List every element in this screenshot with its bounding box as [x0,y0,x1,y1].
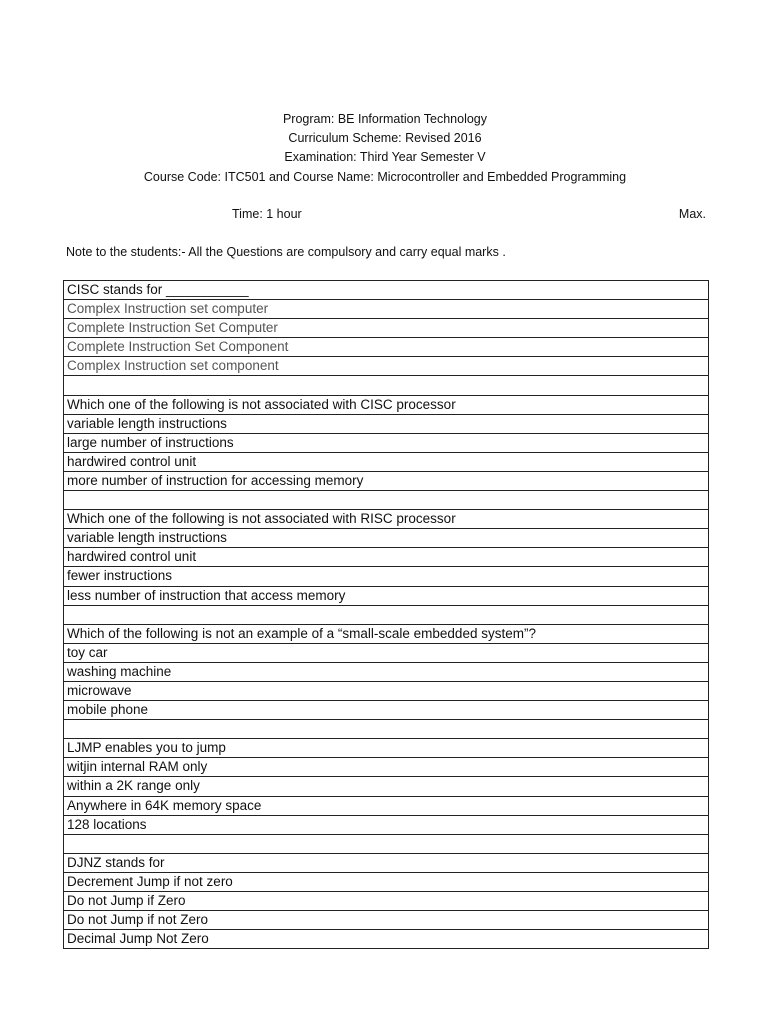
option-text: mobile phone [64,701,709,720]
option-row [64,319,709,338]
option-row [64,471,709,490]
option-row [64,357,709,376]
option-row [64,433,709,452]
option-text: toy car [64,643,709,662]
option-text: Decrement Jump if not zero [64,872,709,891]
option-text: Anywhere in 64K memory space [64,796,709,815]
option-row [64,681,709,700]
option-row [64,529,709,548]
option-text: witjin internal RAM only [64,758,709,777]
course-line: Course Code: ITC501 and Course Name: Microcontroller and Embedded Programming [143,170,627,184]
option-row [64,643,709,662]
spacer-row [64,376,709,395]
spacer-row [64,834,709,853]
question-row [64,510,709,529]
spacer-row [64,605,709,624]
option-text: variable length instructions [64,414,709,433]
option-row [64,662,709,681]
option-text: Decimal Jump Not Zero [64,930,709,949]
spacer-row [64,491,709,510]
option-text: Complex Instruction set component [64,357,709,376]
question-row [64,853,709,872]
option-text: Complete Instruction Set Component [64,338,709,357]
option-row [64,300,709,319]
question-row [64,624,709,643]
option-text: 128 locations [64,815,709,834]
option-row [64,414,709,433]
option-row [64,452,709,471]
question-text: Which one of the following is not associated with CISC processor [64,395,709,414]
option-row [64,872,709,891]
option-text: variable length instructions [64,529,709,548]
option-text: Complete Instruction Set Computer [64,319,709,338]
option-text: hardwired control unit [64,548,709,567]
option-row [64,777,709,796]
max-marks-line: Max. [678,207,706,221]
option-text: more number of instruction for accessing memory [64,471,709,490]
question-text: Which one of the following is not associated with RISC processor [64,510,709,529]
empty-cell [64,605,709,624]
option-row [64,758,709,777]
option-row [64,548,709,567]
empty-cell [64,491,709,510]
program-line: Program: BE Information Technology [282,112,488,126]
question-row [64,281,709,300]
option-text: fewer instructions [64,567,709,586]
spacer-row [64,720,709,739]
option-row [64,930,709,949]
option-text: Do not Jump if Zero [64,892,709,911]
option-row [64,911,709,930]
option-row [64,586,709,605]
question-row [64,395,709,414]
question-row [64,739,709,758]
curriculum-line: Curriculum Scheme: Revised 2016 [288,131,482,145]
students-note: Note to the students:- All the Questions are compulsory and carry equal marks . [66,245,506,259]
empty-cell [64,720,709,739]
question-text: DJNZ stands for [64,853,709,872]
option-text: Complex Instruction set computer [64,300,709,319]
examination-line: Examination: Third Year Semester V [284,150,486,164]
option-row [64,701,709,720]
empty-cell [64,376,709,395]
time-line: Time: 1 hour [232,207,302,221]
option-text: Do not Jump if not Zero [64,911,709,930]
option-text: hardwired control unit [64,452,709,471]
option-text: large number of instructions [64,433,709,452]
option-row [64,892,709,911]
question-text: CISC stands for ___________ [64,281,709,300]
empty-cell [64,834,709,853]
option-row [64,796,709,815]
option-row [64,815,709,834]
option-row [64,567,709,586]
question-text: LJMP enables you to jump [64,739,709,758]
question-text: Which of the following is not an example of a “small-scale embedded system”? [64,624,709,643]
questions-table [63,280,709,949]
option-row [64,338,709,357]
option-text: within a 2K range only [64,777,709,796]
option-text: less number of instruction that access memory [64,586,709,605]
option-text: washing machine [64,662,709,681]
option-text: microwave [64,681,709,700]
